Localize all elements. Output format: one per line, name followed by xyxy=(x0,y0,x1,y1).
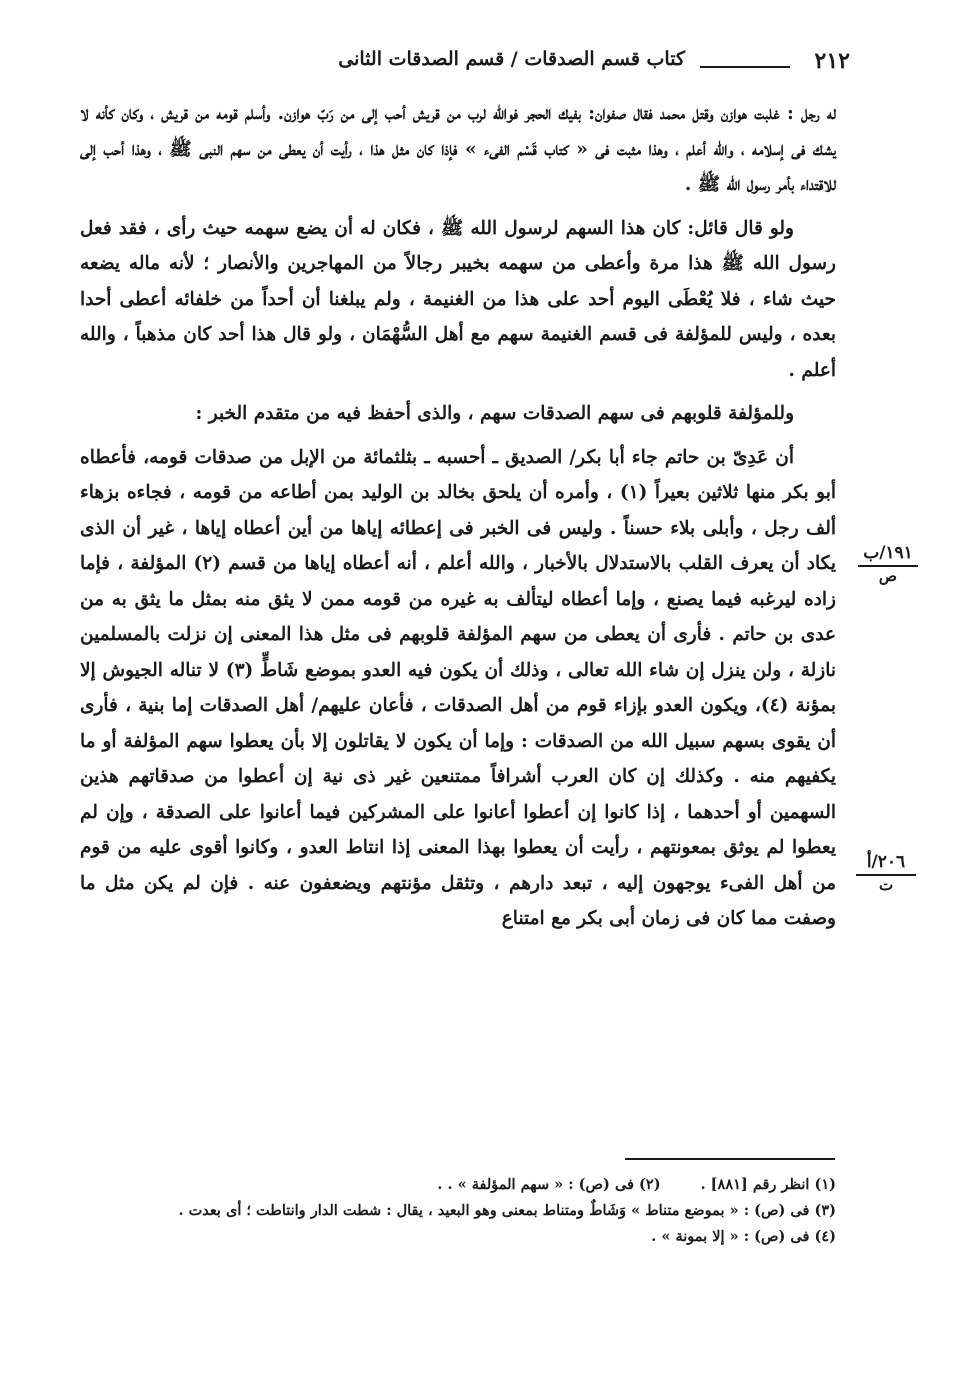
footnote-1: (١) انظر رقم [٨٨١] . xyxy=(700,1176,836,1193)
footnote-4: (٤) فى (ص) : « إلا بمونة » . xyxy=(651,1228,836,1245)
page-number: ٢١٢ xyxy=(814,48,850,74)
margin-note-manuscript: ت xyxy=(878,876,894,894)
footnote-2: (٢) فى (ص) : « سهم المؤلفة » . . xyxy=(437,1176,661,1193)
margin-note-manuscript: ص xyxy=(878,567,898,585)
footnote-separator xyxy=(625,1158,835,1160)
footnote-3: (٣) فى (ص) : « بموضع متناط » وَشَاطٌ ومتناط بمعنى وهو البعيد ، يقال : شطت الدار وانتاطت ؛ أى بعدت . xyxy=(178,1202,836,1219)
margin-note-folio-1 xyxy=(858,543,918,585)
footnotes xyxy=(80,1172,836,1250)
main-text xyxy=(80,96,836,937)
paragraph-3: وللمؤلفة قلوبهم فى سهم الصدقات سهم ، والذى أحفظ فيه من متقدم الخبر : xyxy=(195,403,794,424)
margin-note-folio-2 xyxy=(856,852,916,894)
margin-note-ref: ٢٠٦/أ xyxy=(856,852,916,876)
header-title: كتاب قسم الصدقات / قسم الصدقات الثانى xyxy=(338,48,685,70)
margin-note-ref: ١٩١/ب xyxy=(858,543,918,567)
paragraph-2: ولو قال قائل: كان هذا السهم لرسول الله ﷺ ، فكان له أن يضع سهمه حيث رأى ، فقد فعل رسول الله ﷺ هذا مرة وأعطى من سهمه بخيبر رجالاً من المهاجرين والأنصار ؛ لأنه ماله يضعه حيث شاء ، فلا يُعْطَى اليوم أحد على هذا من الغنيمة ، ولم يبلغنا أن أحداً من خلفائه أعطى أحدا بعده ، وليس للمؤلفة فى قسم الغنيمة سهم مع أهل السُّهْمَان ، ولو قال هذا أحد كان مذهباً ، والله أعلم . xyxy=(80,217,836,381)
footnote-row xyxy=(80,1172,836,1198)
paragraph-1: له رجل : غلبت هوازن وقتل محمد فقال صفوان: بفيك الحجر فوالله لرب من قريش أحب إلى من رَبّ هوازن. وأسلم قومه من قريش ، وكان كأنه لا يشك فى إسلامه ، والله أعلم ، وهذا مثبت فى « كتاب قَسْم الفىء » فإذا كان مثل هذا ، رأيت أن يعطى من سهم النبى ﷺ ، وهذا أحب إلى للاقتداء بأمر رسول الله ﷺ . xyxy=(80,103,836,195)
paragraph-4: أن عَدِىّ بن حاتم جاء أبا بكر/ الصديق ـ أحسبه ـ بثلثمائة من الإبل من صدقات قومه، فأعطاه أبو بكر منها ثلاثين بعيراً (١) ، وأمره أن يلحق بخالد بن الوليد بمن أطاعه من قومه ، فجاءه بزهاء ألف رجل ، وأبلى بلاء حسناً . وليس فى الخبر فى إعطائه إياها من أين أعطاه إياها ، غير أن الذى يكاد أن يعرف القلب بالاستدلال بالأخبار ، والله أعلم ، أنه أعطاه إياها من قسم (٢) المؤلفة ، فإما زاده ليرغبه فيما يصنع ، وإما أعطاه ليتألف به غيره من قومه ممن لا يثق منه بمثل ما يثق به من عدى بن حاتم . فأرى أن يعطى من سهم المؤلفة قلوبهم فى مثل هذا المعنى إن نزلت بالمسلمين نازلة ، ولن ينزل إن شاء الله تعالى ، وذلك أن يكون فيه العدو بموضع شَاطٍّ (٣) لا تناله الجيوش إلا بمؤنة (٤)، ويكون العدو بإزاء قوم من أهل الصدقات ، فأعان عليهم/ أهل الصدقات إما بنية ، فأرى أن يقوى بسهم سبيل الله من الصدقات : وإما أن يكون لا يقاتلون إلا بأن يعطوا سهم المؤلفة أو ما يكفيهم منه . وكذلك إن كان العرب أشرافاً ممتنعين غير ذى نية إن أعطوا من صدقاتهم هذين السهمين أو أحدهما ، إذا كانوا إن أعطوا أعانوا على المشركين فيما أعانوا على الصدقة ، وإن لم يعطوا لم يوثق بمعونتهم ، رأيت أن يعطوا بهذا المعنى إذا انتاط العدو ، وكانوا أقوى عليه من قوم من أهل الفىء يوجهون إليه ، تبعد دارهم ، وتثقل مؤنتهم ويضعفون عنه . فإن لم يكن مثل ما وصفت مما كان فى زمان أبى بكر مع امتناع xyxy=(80,446,837,929)
header-rule xyxy=(700,66,790,68)
running-header xyxy=(80,48,850,84)
